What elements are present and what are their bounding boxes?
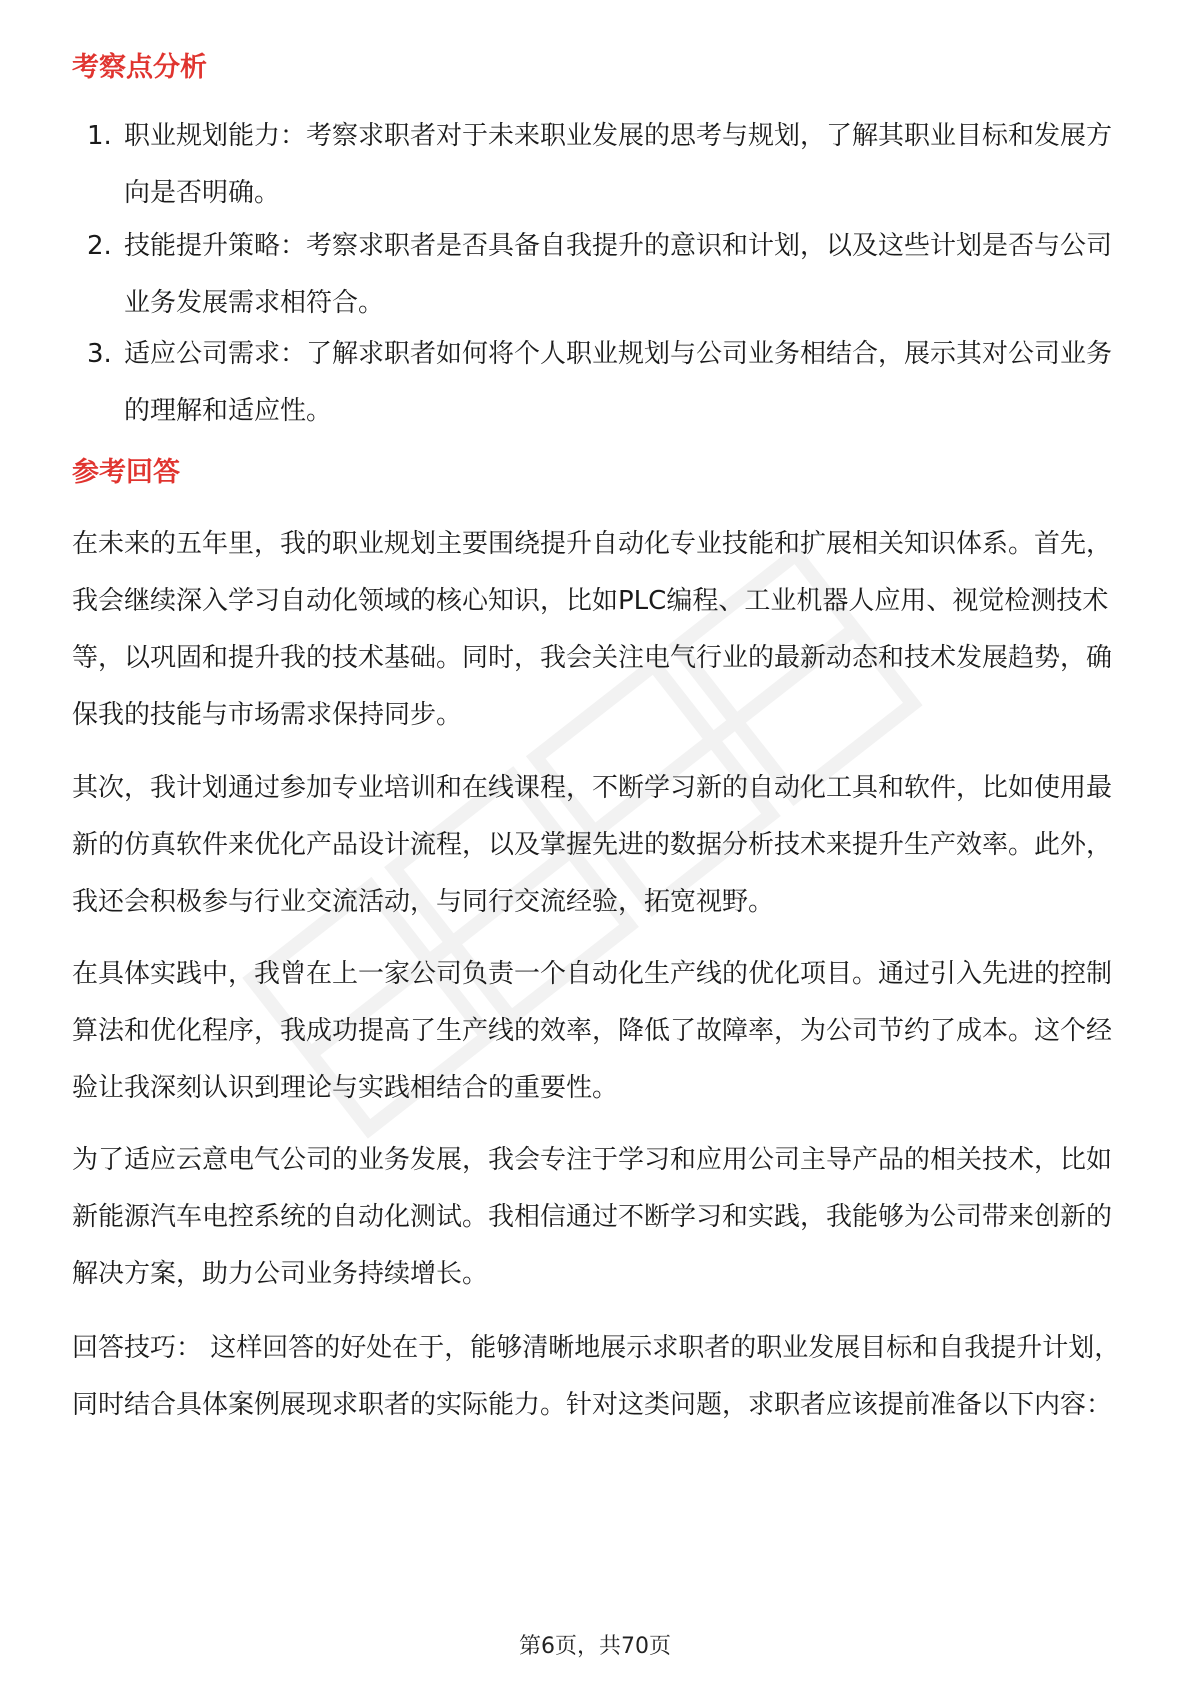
list-item-number: 2. — [87, 231, 112, 261]
list-item: 技能提升策略：考察求职者是否具备自我提升的意识和计划，以及这些计划是否与公司业务发展需求相符合。 — [124, 231, 1113, 318]
list-item: 职业规划能力：考察求职者对于未来职业发展的思考与规划，了解其职业目标和发展方向是否明确。 — [124, 121, 1113, 208]
answer-paragraph: 为了适应云意电气公司的业务发展，我会专注于学习和应用公司主导产品的相关技术，比如新能源汽车电控系统的自动化测试。我相信通过不断学习和实践，我能够为公司带来创新的解决方案，助力公司业务持续增长。 — [72, 1145, 1113, 1289]
list-item: 适应公司需求：了解求职者如何将个人职业规划与公司业务相结合，展示其对公司业务的理解和适应性。 — [124, 339, 1113, 426]
list-item-number: 3. — [87, 339, 112, 369]
page-indicator: 第6页，共70页 — [519, 1634, 671, 1659]
analysis-heading: 考察点分析 — [72, 52, 207, 83]
answer-paragraph: 在具体实践中，我曾在上一家公司负责一个自动化生产线的优化项目。通过引入先进的控制算法和优化程序，我成功提高了生产线的效率，降低了故障率，为公司节约了成本。这个经验让我深刻认识到理论与实践相结合的重要性。 — [72, 959, 1113, 1103]
answer-heading: 参考回答 — [72, 457, 180, 488]
list-item-number: 1. — [87, 121, 112, 151]
answer-tip-paragraph: 回答技巧： 这样回答的好处在于，能够清晰地展示求职者的职业发展目标和自我提升计划，同时结合具体案例展现求职者的实际能力。针对这类问题，求职者应该提前准备以下内容： — [72, 1333, 1121, 1420]
answer-paragraph: 其次，我计划通过参加专业培训和在线课程，不断学习新的自动化工具和软件，比如使用最新的仿真软件来优化产品设计流程，以及掌握先进的数据分析技术来提升生产效率。此外，我还会积极参与行业交流活动，与同行交流经验，拓宽视野。 — [72, 773, 1113, 917]
answer-paragraph: 在未来的五年里，我的职业规划主要围绕提升自动化专业技能和扩展相关知识体系。首先，我会继续深入学习自动化领域的核心知识，比如PLC编程、工业机器人应用、视觉检测技术等，以巩固和提升我的技术基础。同时，我会关注电气行业的最新动态和技术发展趋势，确保我的技能与市场需求保持同步。 — [72, 529, 1113, 730]
